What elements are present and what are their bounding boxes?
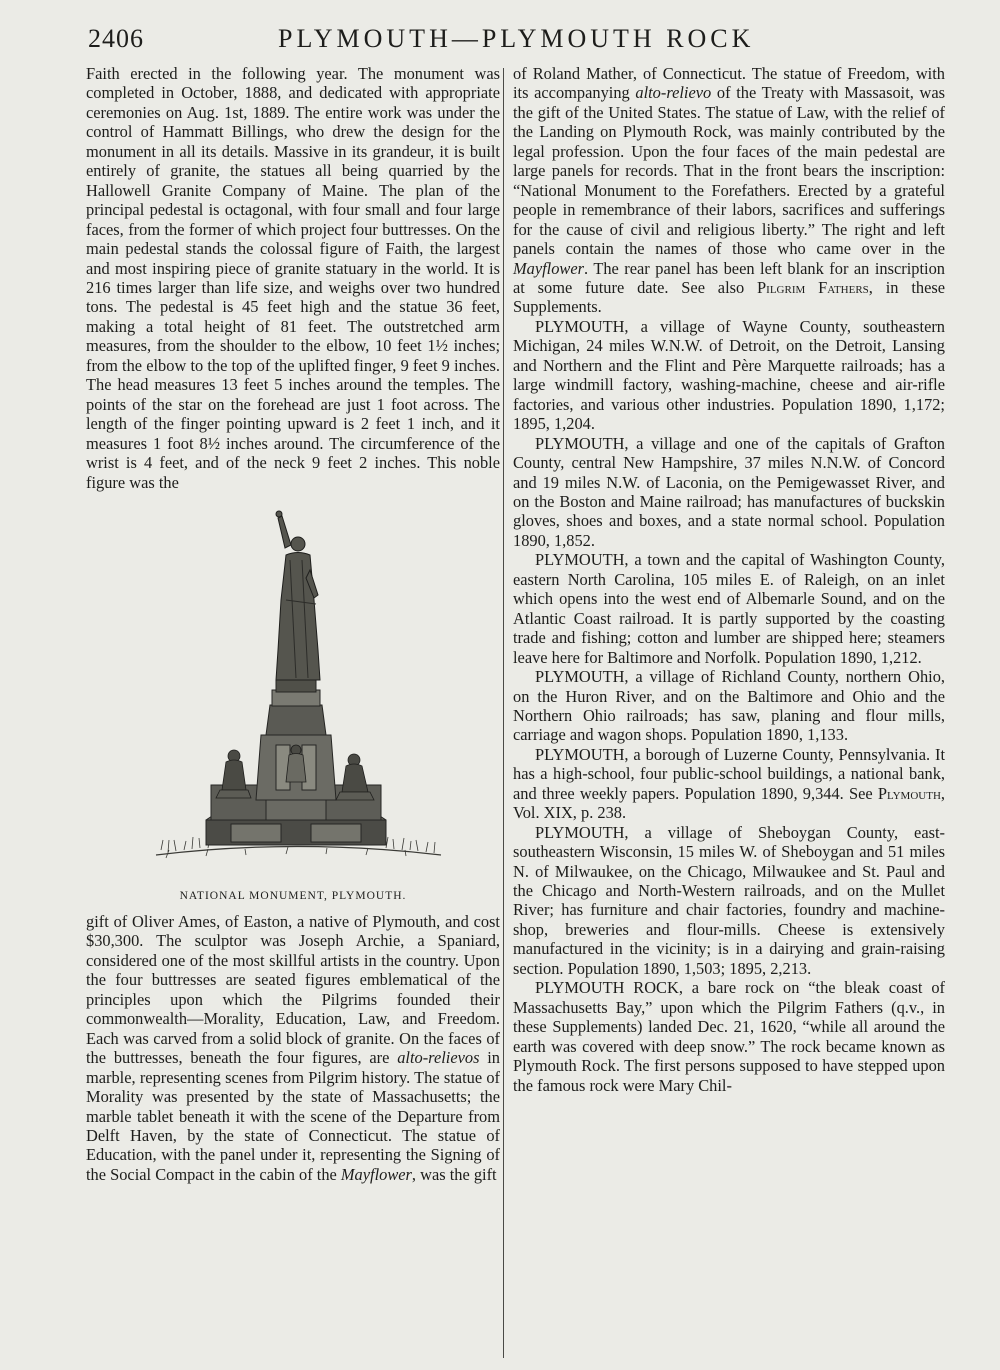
text-run: , Vol. XIX, p. 238.: [513, 783, 945, 823]
left-column: [86, 64, 500, 1184]
monument-illustration: [86, 500, 500, 880]
column-divider: [503, 68, 504, 1358]
entry-plymouth-rock: PLYMOUTH ROCK, a bare rock on “the bleak coast of Massachusetts Bay,” upon which the Pilgrim Fathers (q.v., in these Supplements) landed Dec. 21, 1620, “while all around the earth was covered with deep snow.” The rock became known as Plymouth Rock. The first persons supposed to have stepped upon the famous rock were Mary Chil-: [513, 978, 945, 1095]
entry-plymouth-pennsylvania: [513, 745, 945, 823]
monument-continuation: [86, 912, 500, 1184]
page-header: [88, 24, 948, 60]
text-run: in marble, representing scenes from Pilgrim history. The statue of Morality was presented by the state of Massachusetts; the marble tablet beneath it with the scene of the Departure from Delft Haven, by the state of Connecticut. The statue of Education, with the panel under it, representing the Signing of the Social Compact in the cabin of the: [86, 1048, 500, 1184]
italic-term: alto-relievos: [397, 1048, 480, 1068]
entry-plymouth-north-carolina: PLYMOUTH, a town and the capital of Washington County, eastern North Carolina, 105 miles E. of Raleigh, on an inlet which opens into the west end of Albemarle Sound, and on the Atlantic Coast railroad. It is partly supported by the coasting trade and fishing; cotton and lumber are shipped here; steamers leave here for Baltimore and Norfolk. Population 1890, 1,212.: [513, 550, 945, 667]
monument-paragraph-end: [513, 64, 945, 317]
italic-term: Mayflower: [340, 1164, 412, 1184]
text-run: PLYMOUTH, a borough of Luzerne County, Pennsylvania. It has a high-school, four public-school buildings, a national bank, and three weekly papers. Population 1890, 9,344. See: [513, 744, 945, 803]
entry-plymouth-ohio: PLYMOUTH, a village of Richland County, northern Ohio, on the Huron River, and on the Baltimore and Ohio and the Northern Ohio railroads; has saw, planing and flour mills, carriage and wagon shops. Population 1890, 1,133.: [513, 667, 945, 745]
italic-term: Mayflower: [513, 258, 585, 278]
entry-plymouth-michigan: PLYMOUTH, a village of Wayne County, southeastern Michigan, 24 miles W.N.W. of Detroit, on the Detroit, Lansing and Northern and the Flint and Père Marquette railroads; has a large windmill factory, washing-machine, cheese and air-rifle factories, and various other industries. Population 1890, 1,172; 1895, 1,204.: [513, 316, 945, 434]
page-number: 2406: [88, 24, 144, 53]
text-run: gift of Oliver Ames, of Easton, a native of Plymouth, and cost $30,300. The sculptor was Joseph Archie, a Spaniard, considered one of the most skillful artists in the country. Upon the four buttresses are seated figures emblematical of the principles upon which the Pilgrims founded their commonwealth—Morality, Education, Law, and Freedom. Each was carved from a solid block of granite. On the faces of the buttresses, beneath the four figures, are: [86, 911, 500, 1068]
monument-paragraph: Faith erected in the following year. The monument was completed in October, 1888, and dedicated with appropriate ceremonies on Aug. 1st, 1889. The entire work was under the control of Hammatt Billings, who drew the design for the monument in all its details. Massive in its grandeur, it is built entirely of granite, the statues all being quarried by the Hallowell Granite Company of Maine. The plan of the principal pedestal is octagonal, with four small and four large faces, from the former of which project four buttresses. On the main pedestal stands the colossal figure of Faith, the largest and most inspiring piece of granite statuary in the world. It is 216 times larger than life size, and weighs over two hundred tons. The pedestal is 45 feet high and the statue 36 feet, making a total height of 81 feet. The outstretched arm measures, from the shoulder to the elbow, 10 feet 1½ inches; from the elbow to the top of the uplifted finger, 9 feet 9 inches. The head measures 13 feet 5 inches around the temples. The points of the star on the forehead are just 1 foot across. The length of the finger pointing upward is 2 feet 1 inch, and it measures 1 foot 8½ inches around. The circumference of the wrist is 4 feet, and of the neck 9 feet 2 inches. This noble figure was the: [86, 64, 500, 492]
figure-caption: NATIONAL MONUMENT, PLYMOUTH.: [179, 889, 407, 902]
text-run: . The rear panel has been left blank for an inscription at some future date. See also: [513, 258, 945, 297]
right-column: [513, 64, 945, 1095]
text-run: of the Treaty with Massasoit, was the gift of the United States. The statue of Law, with the relief of the Landing on Plymouth Rock, was mainly contributed by the legal profession. Upon the four faces of the main pedestal are large panels for records. That in the front bears the inscription: “National Monument to the Forefathers. Erected by a grateful people in remembrance of their labors, sacrifices and sufferings for the cause of civil and religious liberty.” The right and left panels contain the names of those who came over in the: [513, 83, 946, 259]
cross-reference: Pilgrim Fathers: [757, 277, 869, 297]
running-title: PLYMOUTH—PLYMOUTH ROCK: [278, 24, 755, 53]
monument-figure: [86, 500, 500, 906]
entry-plymouth-new-hampshire: PLYMOUTH, a village and one of the capitals of Grafton County, central New Hampshire, 37 miles N.N.W. of Concord and 19 miles N.W. of Laconia, on the Pemigewasset River, and on the Boston and Maine railroad; has manufactures of buckskin gloves, shoes and boxes, and a state normal school. Population 1890, 1,852.: [513, 433, 945, 550]
cross-reference: Plymouth: [877, 783, 941, 803]
entry-plymouth-wisconsin: PLYMOUTH, a village of Sheboygan County, east-southeastern Wisconsin, 15 miles W. of Sheboygan and 51 miles N. of Milwaukee, on the Chicago, Milwaukee and St. Paul and the Chicago and North-Western railroads, and on the Mullet River; has furniture and chair factories, foundry and machine-shop, breweries and flour-mills. Cheese is extensively manufactured in the vicinity; is in a dairying and grain-raising section. Population 1890, 1,503; 1895, 2,213.: [513, 822, 945, 978]
italic-term: alto-relievo: [635, 83, 712, 103]
text-run: , in these Supplements.: [513, 277, 945, 317]
text-run: , was the gift: [411, 1164, 497, 1184]
text-run: of Roland Mather, of Connecticut. The statue of Freedom, with its accompanying: [513, 64, 945, 103]
